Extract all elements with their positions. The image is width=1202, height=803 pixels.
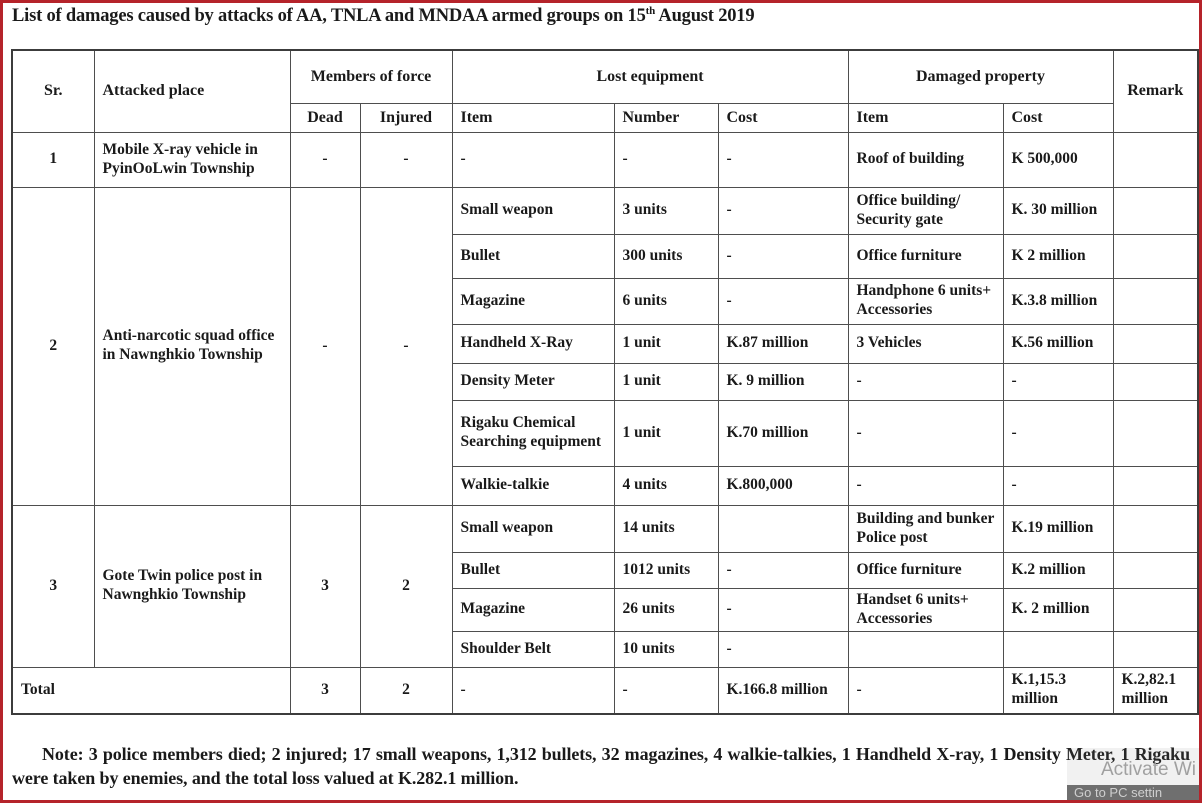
cell-lost-cost: - (718, 588, 848, 631)
cell-remark (1113, 363, 1198, 400)
cell-injured: 2 (360, 505, 452, 667)
cell-damaged-cost (1003, 631, 1113, 667)
header-number: Number (614, 103, 718, 132)
cell-lost-cost: - (718, 234, 848, 278)
cell-lost-cost: - (718, 187, 848, 234)
cell-damaged-cost: K. 2 million (1003, 588, 1113, 631)
cell-damaged-cost: K 500,000 (1003, 132, 1113, 187)
cell-remark (1113, 234, 1198, 278)
header-remark: Remark (1113, 50, 1198, 132)
cell-lost-cost (718, 505, 848, 552)
cell-damaged-cost: K.2 million (1003, 552, 1113, 588)
title-text: List of damages caused by attacks of AA, TNLA and MNDAA armed groups on 15 (12, 6, 646, 27)
header-injured: Injured (360, 103, 452, 132)
cell-injured: - (360, 132, 452, 187)
cell-number: 3 units (614, 187, 718, 234)
cell-damaged-item: Roof of building (848, 132, 1003, 187)
total-row (12, 667, 1198, 714)
cell-total-remark: K.2,82.1 million (1113, 667, 1198, 714)
header-lost-item: Item (452, 103, 614, 132)
cell-lost-item: Bullet (452, 234, 614, 278)
header-lost-cost: Cost (718, 103, 848, 132)
cell-lost-cost: K.70 million (718, 400, 848, 466)
cell-attacked-place: Gote Twin police post in Nawnghkio Township (94, 505, 290, 667)
cell-total-lost-item: - (452, 667, 614, 714)
cell-number: 14 units (614, 505, 718, 552)
cell-lost-item: Rigaku Chemical Searching equipment (452, 400, 614, 466)
cell-lost-cost: - (718, 278, 848, 324)
cell-damaged-item: Handset 6 units+ Accessories (848, 588, 1003, 631)
cell-remark (1113, 588, 1198, 631)
header-attacked-place: Attacked place (94, 50, 290, 132)
cell-damaged-cost: K.3.8 million (1003, 278, 1113, 324)
cell-remark (1113, 505, 1198, 552)
cell-damaged-item: - (848, 400, 1003, 466)
cell-attacked-place: Anti-narcotic squad office in Nawnghkio Township (94, 187, 290, 505)
cell-total-label: Total (12, 667, 290, 714)
go-to-pc-settings-watermark: Go to PC settin (1067, 785, 1199, 800)
cell-injured: - (360, 187, 452, 505)
cell-damaged-item: Handphone 6 units+ Accessories (848, 278, 1003, 324)
cell-remark (1113, 278, 1198, 324)
table-row (12, 187, 1198, 234)
cell-total-lost-cost: K.166.8 million (718, 667, 848, 714)
cell-remark (1113, 400, 1198, 466)
cell-number: 1 unit (614, 400, 718, 466)
cell-damaged-cost: - (1003, 400, 1113, 466)
cell-lost-cost: - (718, 132, 848, 187)
cell-number: 1012 units (614, 552, 718, 588)
cell-lost-cost: K.87 million (718, 324, 848, 363)
cell-remark (1113, 187, 1198, 234)
cell-lost-item: Small weapon (452, 505, 614, 552)
cell-total-dead: 3 (290, 667, 360, 714)
cell-number: 10 units (614, 631, 718, 667)
cell-lost-item: Small weapon (452, 187, 614, 234)
header-members-of-force: Members of force (290, 50, 452, 103)
cell-lost-item: Handheld X-Ray (452, 324, 614, 363)
cell-lost-cost: - (718, 552, 848, 588)
header-dead: Dead (290, 103, 360, 132)
cell-lost-item: Magazine (452, 588, 614, 631)
cell-remark (1113, 631, 1198, 667)
cell-damaged-item: 3 Vehicles (848, 324, 1003, 363)
cell-number: 6 units (614, 278, 718, 324)
cell-lost-item: Bullet (452, 552, 614, 588)
cell-total-damaged-item: - (848, 667, 1003, 714)
header-sr: Sr. (12, 50, 94, 132)
cell-damaged-item: - (848, 363, 1003, 400)
cell-number: 26 units (614, 588, 718, 631)
cell-lost-cost: K. 9 million (718, 363, 848, 400)
cell-remark (1113, 132, 1198, 187)
page-title (12, 5, 754, 27)
cell-number: 1 unit (614, 363, 718, 400)
cell-sr: 1 (12, 132, 94, 187)
cell-damaged-item: Office building/ Security gate (848, 187, 1003, 234)
cell-damaged-item: Building and bunker Police post (848, 505, 1003, 552)
cell-damaged-item: Office furniture (848, 234, 1003, 278)
damages-table (11, 49, 1199, 715)
cell-damaged-cost: K.19 million (1003, 505, 1113, 552)
cell-dead: - (290, 187, 360, 505)
title-superscript: th (645, 5, 656, 17)
title-date: August 2019 (655, 6, 755, 27)
cell-lost-item: Shoulder Belt (452, 631, 614, 667)
cell-damaged-cost: K 2 million (1003, 234, 1113, 278)
cell-total-number: - (614, 667, 718, 714)
cell-number: 300 units (614, 234, 718, 278)
header-damaged-cost: Cost (1003, 103, 1113, 132)
cell-lost-item: - (452, 132, 614, 187)
cell-damaged-cost: - (1003, 466, 1113, 505)
cell-attacked-place: Mobile X-ray vehicle in PyinOoLwin Township (94, 132, 290, 187)
cell-number: 4 units (614, 466, 718, 505)
note-text: Note: 3 police members died; 2 injured; 17 small weapons, 1,312 bullets, 32 magazines, 4 walkie-talkies, 1 Handheld X-ray, 1 Density Meter, 1 Rigaku were taken by enemies, and the total loss valued at K.282.1 million. (12, 744, 1190, 788)
table-row (12, 132, 1198, 187)
cell-dead: 3 (290, 505, 360, 667)
header-damaged-item: Item (848, 103, 1003, 132)
cell-damaged-cost: - (1003, 363, 1113, 400)
cell-number: - (614, 132, 718, 187)
cell-damaged-cost: K.56 million (1003, 324, 1113, 363)
cell-damaged-cost: K. 30 million (1003, 187, 1113, 234)
cell-remark (1113, 552, 1198, 588)
cell-remark (1113, 466, 1198, 505)
cell-total-injured: 2 (360, 667, 452, 714)
cell-remark (1113, 324, 1198, 363)
cell-sr: 3 (12, 505, 94, 667)
cell-damaged-item (848, 631, 1003, 667)
table-row (12, 505, 1198, 552)
cell-damaged-item: - (848, 466, 1003, 505)
cell-lost-cost: - (718, 631, 848, 667)
cell-lost-item: Walkie-talkie (452, 466, 614, 505)
cell-number: 1 unit (614, 324, 718, 363)
cell-total-damaged-cost: K.1,15.3 million (1003, 667, 1113, 714)
cell-sr: 2 (12, 187, 94, 505)
cell-lost-item: Magazine (452, 278, 614, 324)
header-damaged-property: Damaged property (848, 50, 1113, 103)
cell-damaged-item: Office furniture (848, 552, 1003, 588)
header-lost-equipment: Lost equipment (452, 50, 848, 103)
cell-lost-cost: K.800,000 (718, 466, 848, 505)
cell-lost-item: Density Meter (452, 363, 614, 400)
activate-windows-watermark: Activate Wi (1100, 759, 1196, 780)
cell-dead: - (290, 132, 360, 187)
